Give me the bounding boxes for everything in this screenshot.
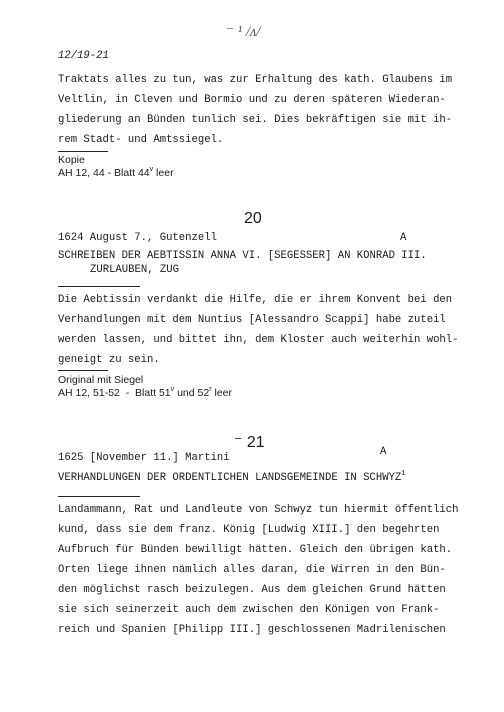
folio-side: v	[170, 386, 175, 393]
page-mark: ⁻ ¹ /ᴧ/	[226, 24, 261, 40]
text-line: Orten liege ihnen nämlich alles daran, die Wirren in den Bün-	[58, 564, 446, 576]
text-line: Veltlin, in Cleven und Bormio und zu deren späteren Wiederan-	[58, 94, 446, 106]
archive-ref: AH 12, 44 - Blatt 44	[58, 167, 150, 179]
separator-rule	[58, 286, 140, 287]
archive-note: leer	[211, 387, 232, 399]
text-line: den möglichst rasch beizulegen. Aus dem gleichen Grund hätten	[58, 584, 446, 596]
archive-note: und 52	[174, 387, 210, 399]
separator-rule	[58, 496, 140, 497]
archive-note: leer	[153, 167, 174, 179]
entry-summary	[58, 500, 458, 640]
archive-ref: AH 12, 51-52 - Blatt 51	[58, 387, 171, 399]
entry-date: 1625 [November 11.] Martini	[58, 452, 230, 464]
separator-rule	[58, 370, 108, 371]
source-kind: Original mit Siegel	[58, 374, 144, 386]
entry-marker: A	[400, 232, 407, 244]
text-line: Verhandlungen mit dem Nuntius [Alessandro Scappi] habe zuteil	[58, 314, 446, 326]
paragraph-continued	[58, 70, 458, 150]
folio-side: v	[149, 166, 154, 173]
text-line: gliederung an Bünden tunlich sei. Dies bekräftigen sie mit ih-	[58, 114, 453, 126]
source-archive	[58, 166, 174, 179]
entry-number-21: ⁻ 21	[234, 434, 265, 451]
folio-side: r	[209, 386, 212, 393]
footnote-ref: 1	[401, 470, 406, 478]
text-line: reich und Spanien [Philipp III.] geschlossenen Madrilenischen	[58, 624, 446, 636]
text-line: werden lassen, und bittet ihn, dem Kloster auch weiterhin wohl-	[58, 334, 459, 346]
separator-rule	[58, 151, 108, 152]
text-line: kund, dass sie dem franz. König [Ludwig XIII.] den begehrten	[58, 524, 440, 536]
entry-title	[58, 464, 406, 488]
entry-date: 1624 August 7., Gutenzell	[58, 232, 217, 244]
entry-title: SCHREIBEN DER AEBTISSIN ANNA VI. [SEGESSER] AN KONRAD III.	[58, 250, 427, 262]
text-line: sie sich seinerzeit auch dem zwischen den Königen von Frank-	[58, 604, 440, 616]
entry-title-text: VERHANDLUNGEN DER ORDENTLICHEN LANDSGEMEINDE IN SCHWYZ	[58, 472, 402, 484]
document-reference: 12/19-21	[58, 50, 109, 62]
entry-summary	[58, 290, 458, 370]
entry-marker: A	[380, 446, 387, 458]
text-line: geneigt zu sein.	[58, 354, 160, 366]
text-line: Die Aebtissin verdankt die Hilfe, die er ihrem Konvent bei den	[58, 294, 453, 306]
entry-title-cont: ZURLAUBEN, ZUG	[90, 264, 180, 276]
text-line: Traktats alles zu tun, was zur Erhaltung des kath. Glaubens im	[58, 74, 453, 86]
source-archive	[58, 386, 232, 399]
text-line: Landammann, Rat und Landleute von Schwyz tun hiermit öffentlich	[58, 504, 459, 516]
text-line: Aufbruch für Bünden bewilligt hätten. Gleich den übrigen kath.	[58, 544, 453, 556]
text-line: rem Stadt- und Amtssiegel.	[58, 134, 224, 146]
source-kind: Kopie	[58, 154, 85, 166]
entry-number-20: 20	[244, 210, 262, 227]
